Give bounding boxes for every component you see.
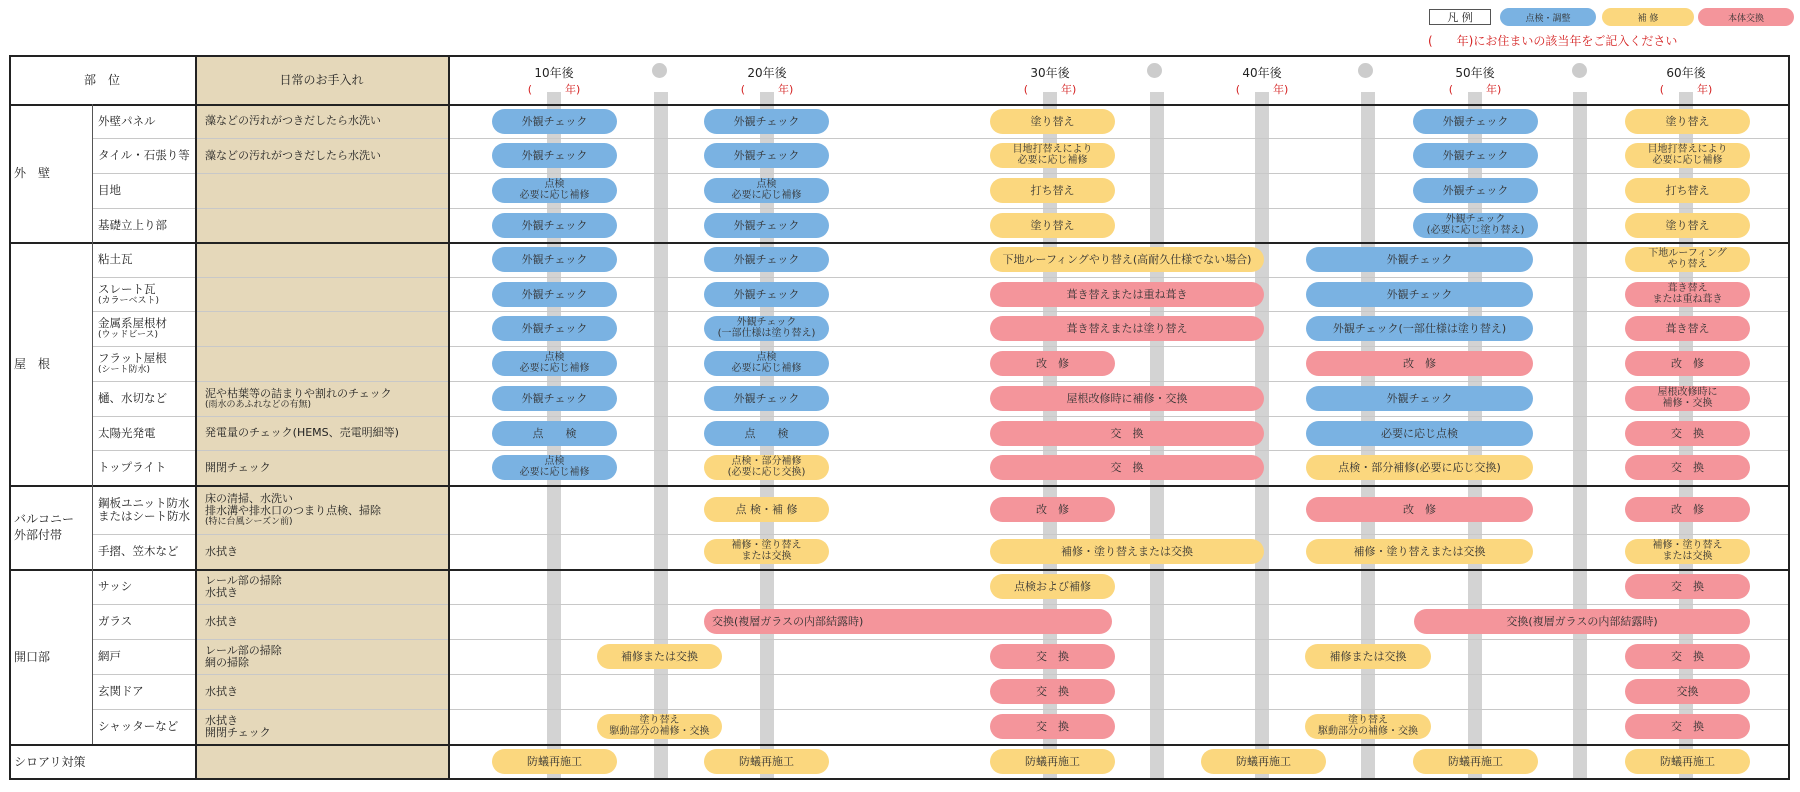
schedule-task-pill: 外観チェック xyxy=(704,282,829,307)
header-daily-care: 日常のお手入れ xyxy=(195,55,448,104)
schedule-task-pill: 葺き替えまたは塗り替え xyxy=(990,316,1264,341)
part-name: 外壁パネル xyxy=(98,113,156,128)
schedule-task-pill: 点検 必要に応じ補修 xyxy=(492,351,617,376)
schedule-task-pill: 外観チェック xyxy=(492,213,617,238)
schedule-task-pill: 必要に応じ点検 xyxy=(1306,421,1533,446)
grid-line-h xyxy=(92,534,1790,535)
schedule-task-pill: 下地ルーフィングやり替え(高耐久仕様でない場合) xyxy=(990,247,1264,272)
grid-line-h xyxy=(92,416,1790,417)
schedule-task-pill: 外観チェック xyxy=(1306,247,1533,272)
grid-line-h xyxy=(9,55,1790,57)
schedule-task-pill: 防蟻再施工 xyxy=(704,749,829,774)
schedule-task-pill: 点検および補修 xyxy=(990,574,1115,599)
timeline-bar xyxy=(1573,92,1587,779)
part-name: 手摺、笠木など xyxy=(98,544,179,558)
schedule-task-pill: 改 修 xyxy=(1625,497,1750,522)
legend-inspection: 点検・調整 xyxy=(1500,8,1596,26)
part-name: 鋼板ユニット防水 またはシート防水 xyxy=(98,495,190,523)
schedule-task-pill: 補修または交換 xyxy=(1305,644,1431,669)
daily-care-main: 藻などの汚れがつきだしたら水洗い xyxy=(205,114,381,127)
schedule-task-pill: 外観チェック xyxy=(704,247,829,272)
year-label: 40年後 xyxy=(1242,66,1282,80)
part-name: ガラス xyxy=(98,614,133,628)
year-label: 60年後 xyxy=(1666,66,1706,80)
schedule-task-pill: 交 換 xyxy=(1625,574,1750,599)
grid-line-v xyxy=(448,55,450,779)
grid-line-h xyxy=(92,277,1790,278)
schedule-task-pill: 点検 必要に応じ補修 xyxy=(492,455,617,480)
schedule-task-pill: 目地打替えにより 必要に応じ補修 xyxy=(1625,143,1750,168)
schedule-task-pill: 防蟻再施工 xyxy=(990,749,1115,774)
schedule-task-pill: 外観チェック xyxy=(492,282,617,307)
schedule-task-pill: 補修・塗り替えまたは交換 xyxy=(1306,539,1533,564)
schedule-task-pill: 防蟻再施工 xyxy=(1413,749,1538,774)
part-label xyxy=(92,604,195,639)
year-label: 30年後 xyxy=(1030,66,1070,80)
part-name: タイル・石張り等 xyxy=(98,148,190,162)
schedule-task-pill: 点検 必要に応じ補修 xyxy=(704,178,829,203)
schedule-task-pill: 交 換 xyxy=(990,455,1264,480)
daily-care-main: レール部の掃除 網の掃除 xyxy=(205,643,282,669)
legend-replacement: 本体交換 xyxy=(1698,8,1794,26)
schedule-task-pill: 交 換 xyxy=(990,421,1264,446)
schedule-task-pill: 点 検 xyxy=(704,421,829,446)
schedule-task-pill: 外観チェック xyxy=(492,386,617,411)
schedule-task-pill: 交 換 xyxy=(1625,421,1750,446)
daily-care-main: 開閉チェック xyxy=(205,460,271,474)
daily-care-main: 水拭き xyxy=(205,614,238,628)
daily-care-sub: (雨水のあふれなどの有無) xyxy=(205,399,312,410)
schedule-task-pill: 交 換 xyxy=(1625,455,1750,480)
schedule-task-pill: 外観チェック xyxy=(492,143,617,168)
schedule-task-pill: 外観チェック xyxy=(1306,386,1533,411)
grid-line-v xyxy=(195,55,197,779)
timeline-dot xyxy=(1147,63,1162,78)
schedule-task-pill: 点検 必要に応じ補修 xyxy=(704,351,829,376)
part-name: 玄関ドア xyxy=(98,684,144,698)
schedule-task-pill: 外観チェック xyxy=(1413,109,1538,134)
header-part: 部 位 xyxy=(83,73,120,87)
grid-line-v xyxy=(9,55,11,779)
schedule-task-pill: 交 換 xyxy=(990,644,1115,669)
grid-line-h xyxy=(92,709,1790,710)
part-sub: (カラーベスト) xyxy=(98,295,160,306)
category-label: 屋 根 xyxy=(14,356,51,371)
schedule-task-pill: 塗り替え xyxy=(990,213,1115,238)
daily-care-sub: (特に台風シーズン前) xyxy=(205,516,293,527)
daily-care-text xyxy=(195,104,448,138)
schedule-task-pill: 外観チェック xyxy=(704,213,829,238)
grid-line-h xyxy=(92,450,1790,451)
grid-line-h xyxy=(9,778,1790,780)
part-label xyxy=(92,173,195,208)
grid-line-h xyxy=(92,381,1790,382)
year-note: ( 年) xyxy=(527,83,581,96)
schedule-task-pill: 外観チェック xyxy=(1306,282,1533,307)
part-name: シャッターなど xyxy=(98,719,179,733)
schedule-task-pill: 外観チェック xyxy=(704,109,829,134)
year-note: ( 年) xyxy=(740,83,794,96)
grid-line-h xyxy=(92,311,1790,312)
grid-line-h xyxy=(92,173,1790,174)
part-label xyxy=(92,381,195,416)
part-label xyxy=(92,639,195,674)
part-name: 網戸 xyxy=(98,649,121,663)
schedule-task-pill: 補修・塗り替え または交換 xyxy=(1625,539,1750,564)
part-name: トップライト xyxy=(98,460,167,474)
schedule-task-pill: 交 換 xyxy=(1625,714,1750,739)
part-label xyxy=(92,346,195,381)
grid-line-h xyxy=(92,208,1790,209)
schedule-task-pill: 外観チェック xyxy=(704,386,829,411)
part-label xyxy=(92,311,195,346)
grid-line-v xyxy=(1788,55,1790,779)
schedule-task-pill: 葺き替え xyxy=(1625,316,1750,341)
legend-note: ( 年)にお住まいの該当年をご記入ください xyxy=(1428,34,1678,48)
schedule-task-pill: 塗り替え xyxy=(1625,213,1750,238)
daily-care-text xyxy=(195,485,448,534)
schedule-task-pill: 点 検 xyxy=(492,421,617,446)
part-label xyxy=(92,674,195,709)
year-note: ( 年) xyxy=(1023,83,1077,96)
schedule-task-pill: 塗り替え xyxy=(990,109,1115,134)
schedule-task-pill: 改 修 xyxy=(990,497,1115,522)
daily-care-main: レール部の掃除 水拭き xyxy=(205,573,282,599)
legend-title: 凡 例 xyxy=(1429,9,1491,25)
daily-care-main: 水拭き xyxy=(205,544,238,558)
daily-care-main: 床の清掃、水洗い 排水溝や排水口のつまり点検、掃除 xyxy=(205,491,381,517)
grid-line-h xyxy=(9,744,1790,746)
category-label: シロアリ対策 xyxy=(14,754,86,769)
daily-care-main: 藻などの汚れがつきだしたら水洗い xyxy=(205,148,381,162)
daily-care-main: 水拭き xyxy=(205,684,238,698)
grid-line-v xyxy=(92,104,93,744)
year-label: 20年後 xyxy=(747,66,787,80)
schedule-task-pill: 葺き替えまたは重ね葺き xyxy=(990,282,1264,307)
part-label xyxy=(92,138,195,173)
daily-care-text xyxy=(195,534,448,569)
part-label xyxy=(92,450,195,485)
grid-line-h xyxy=(9,569,1790,571)
schedule-task-pill: 外観チェック xyxy=(492,109,617,134)
part-label xyxy=(92,534,195,569)
daily-care-main: 発電量のチェック(HEMS、売電明細等) xyxy=(205,426,399,439)
part-name: フラット屋根 xyxy=(98,351,167,365)
schedule-task-pill: 補修・塗り替えまたは交換 xyxy=(990,539,1264,564)
schedule-task-pill: 塗り替え 駆動部分の補修・交換 xyxy=(597,714,722,739)
part-label xyxy=(92,416,195,450)
schedule-task-pill: 目地打替えにより 必要に応じ補修 xyxy=(990,143,1115,168)
schedule-task-pill: 防蟻再施工 xyxy=(1201,749,1326,774)
schedule-task-pill: 葺き替え または重ね葺き xyxy=(1625,282,1750,307)
grid-line-h xyxy=(92,604,1790,605)
schedule-task-pill: 塗り替え xyxy=(1625,109,1750,134)
schedule-task-pill: 屋根改修時に 補修・交換 xyxy=(1625,386,1750,411)
daily-care-main: 水拭き 開閉チェック xyxy=(205,713,271,739)
grid-line-h xyxy=(92,639,1790,640)
category-label: バルコニー 外部付帯 xyxy=(14,512,75,542)
schedule-task-pill: 交 換 xyxy=(990,679,1115,704)
part-sub: (シート防水) xyxy=(98,365,151,375)
timeline-dot xyxy=(652,63,667,78)
part-name: スレート瓦 xyxy=(98,281,156,296)
year-label: 50年後 xyxy=(1455,66,1495,80)
schedule-task-pill: 点検 必要に応じ補修 xyxy=(492,178,617,203)
daily-care-text xyxy=(195,639,448,674)
daily-care-main: 泥や枯葉等の詰まりや割れのチェック xyxy=(205,386,392,400)
schedule-task-pill: 点 検・補 修 xyxy=(704,497,829,522)
year-note: ( 年) xyxy=(1659,83,1713,96)
schedule-task-pill: 交換 xyxy=(1625,679,1750,704)
part-label xyxy=(92,242,195,277)
daily-care-text xyxy=(195,569,448,604)
schedule-task-pill: 改 修 xyxy=(1306,351,1533,376)
part-label xyxy=(92,277,195,311)
part-name: 粘土瓦 xyxy=(98,252,133,266)
schedule-task-pill: 交換(複層ガラスの内部結露時) xyxy=(704,609,1112,634)
year-note: ( 年) xyxy=(1448,83,1502,96)
grid-line-h xyxy=(92,674,1790,675)
part-label xyxy=(92,104,195,138)
part-label xyxy=(92,208,195,242)
part-label xyxy=(92,485,195,534)
daily-care-text xyxy=(195,381,448,416)
schedule-task-pill: 塗り替え 駆動部分の補修・交換 xyxy=(1305,714,1431,739)
daily-care-text xyxy=(195,604,448,639)
schedule-task-pill: 屋根改修時に補修・交換 xyxy=(990,386,1264,411)
category-label: 外 壁 xyxy=(14,166,51,180)
part-name: 樋、水切など xyxy=(98,391,167,405)
part-label xyxy=(92,569,195,604)
schedule-task-pill: 外観チェック (一部仕様は塗り替え) xyxy=(704,316,829,341)
grid-line-h xyxy=(9,485,1790,487)
daily-care-text xyxy=(195,450,448,485)
schedule-task-pill: 打ち替え xyxy=(990,178,1115,203)
schedule-task-pill: 改 修 xyxy=(1306,497,1533,522)
schedule-task-pill: 下地ルーフィング やり替え xyxy=(1625,247,1750,272)
schedule-task-pill: 外観チェック xyxy=(492,316,617,341)
part-name: サッシ xyxy=(98,579,133,593)
schedule-task-pill: 点検・部分補修(必要に応じ交換) xyxy=(1306,455,1533,480)
part-name: 金属系屋根材 xyxy=(98,316,167,330)
schedule-task-pill: 外観チェック (必要に応じ塗り替え) xyxy=(1413,213,1538,238)
schedule-task-pill: 外観チェック xyxy=(1413,143,1538,168)
part-name: 基礎立上り部 xyxy=(98,217,167,232)
part-sub: (ウッドビース) xyxy=(98,330,159,340)
schedule-task-pill: 点検・部分補修 (必要に応じ交換) xyxy=(704,455,829,480)
schedule-task-pill: 打ち替え xyxy=(1625,178,1750,203)
legend-repair: 補 修 xyxy=(1602,8,1694,26)
grid-line-h xyxy=(9,104,1790,106)
category-label: 開口部 xyxy=(14,649,51,664)
part-name: 目地 xyxy=(98,183,121,197)
daily-care-text xyxy=(195,138,448,173)
daily-care-text xyxy=(195,416,448,450)
timeline-dot xyxy=(1358,63,1373,78)
schedule-task-pill: 補修・塗り替え または交換 xyxy=(704,539,829,564)
schedule-task-pill: 交 換 xyxy=(990,714,1115,739)
schedule-task-pill: 外観チェック xyxy=(704,143,829,168)
schedule-task-pill: 防蟻再施工 xyxy=(1625,749,1750,774)
year-note: ( 年) xyxy=(1235,83,1289,96)
grid-line-h xyxy=(92,346,1790,347)
daily-care-text xyxy=(195,709,448,744)
schedule-task-pill: 改 修 xyxy=(990,351,1115,376)
grid-line-h xyxy=(92,138,1790,139)
daily-care-text xyxy=(195,674,448,709)
schedule-task-pill: 補修または交換 xyxy=(597,644,722,669)
schedule-task-pill: 外観チェック xyxy=(1413,178,1538,203)
schedule-task-pill: 外観チェック(一部仕様は塗り替え) xyxy=(1306,316,1533,341)
schedule-task-pill: 外観チェック xyxy=(492,247,617,272)
grid-line-h xyxy=(9,242,1790,244)
schedule-task-pill: 改 修 xyxy=(1625,351,1750,376)
part-name: 太陽光発電 xyxy=(98,425,156,440)
schedule-task-pill: 交 換 xyxy=(1625,644,1750,669)
timeline-bar xyxy=(654,92,668,779)
schedule-task-pill: 交換(複層ガラスの内部結露時) xyxy=(1414,609,1750,634)
year-label: 10年後 xyxy=(534,66,574,80)
part-label xyxy=(92,709,195,744)
timeline-dot xyxy=(1572,63,1587,78)
schedule-task-pill: 防蟻再施工 xyxy=(492,749,617,774)
